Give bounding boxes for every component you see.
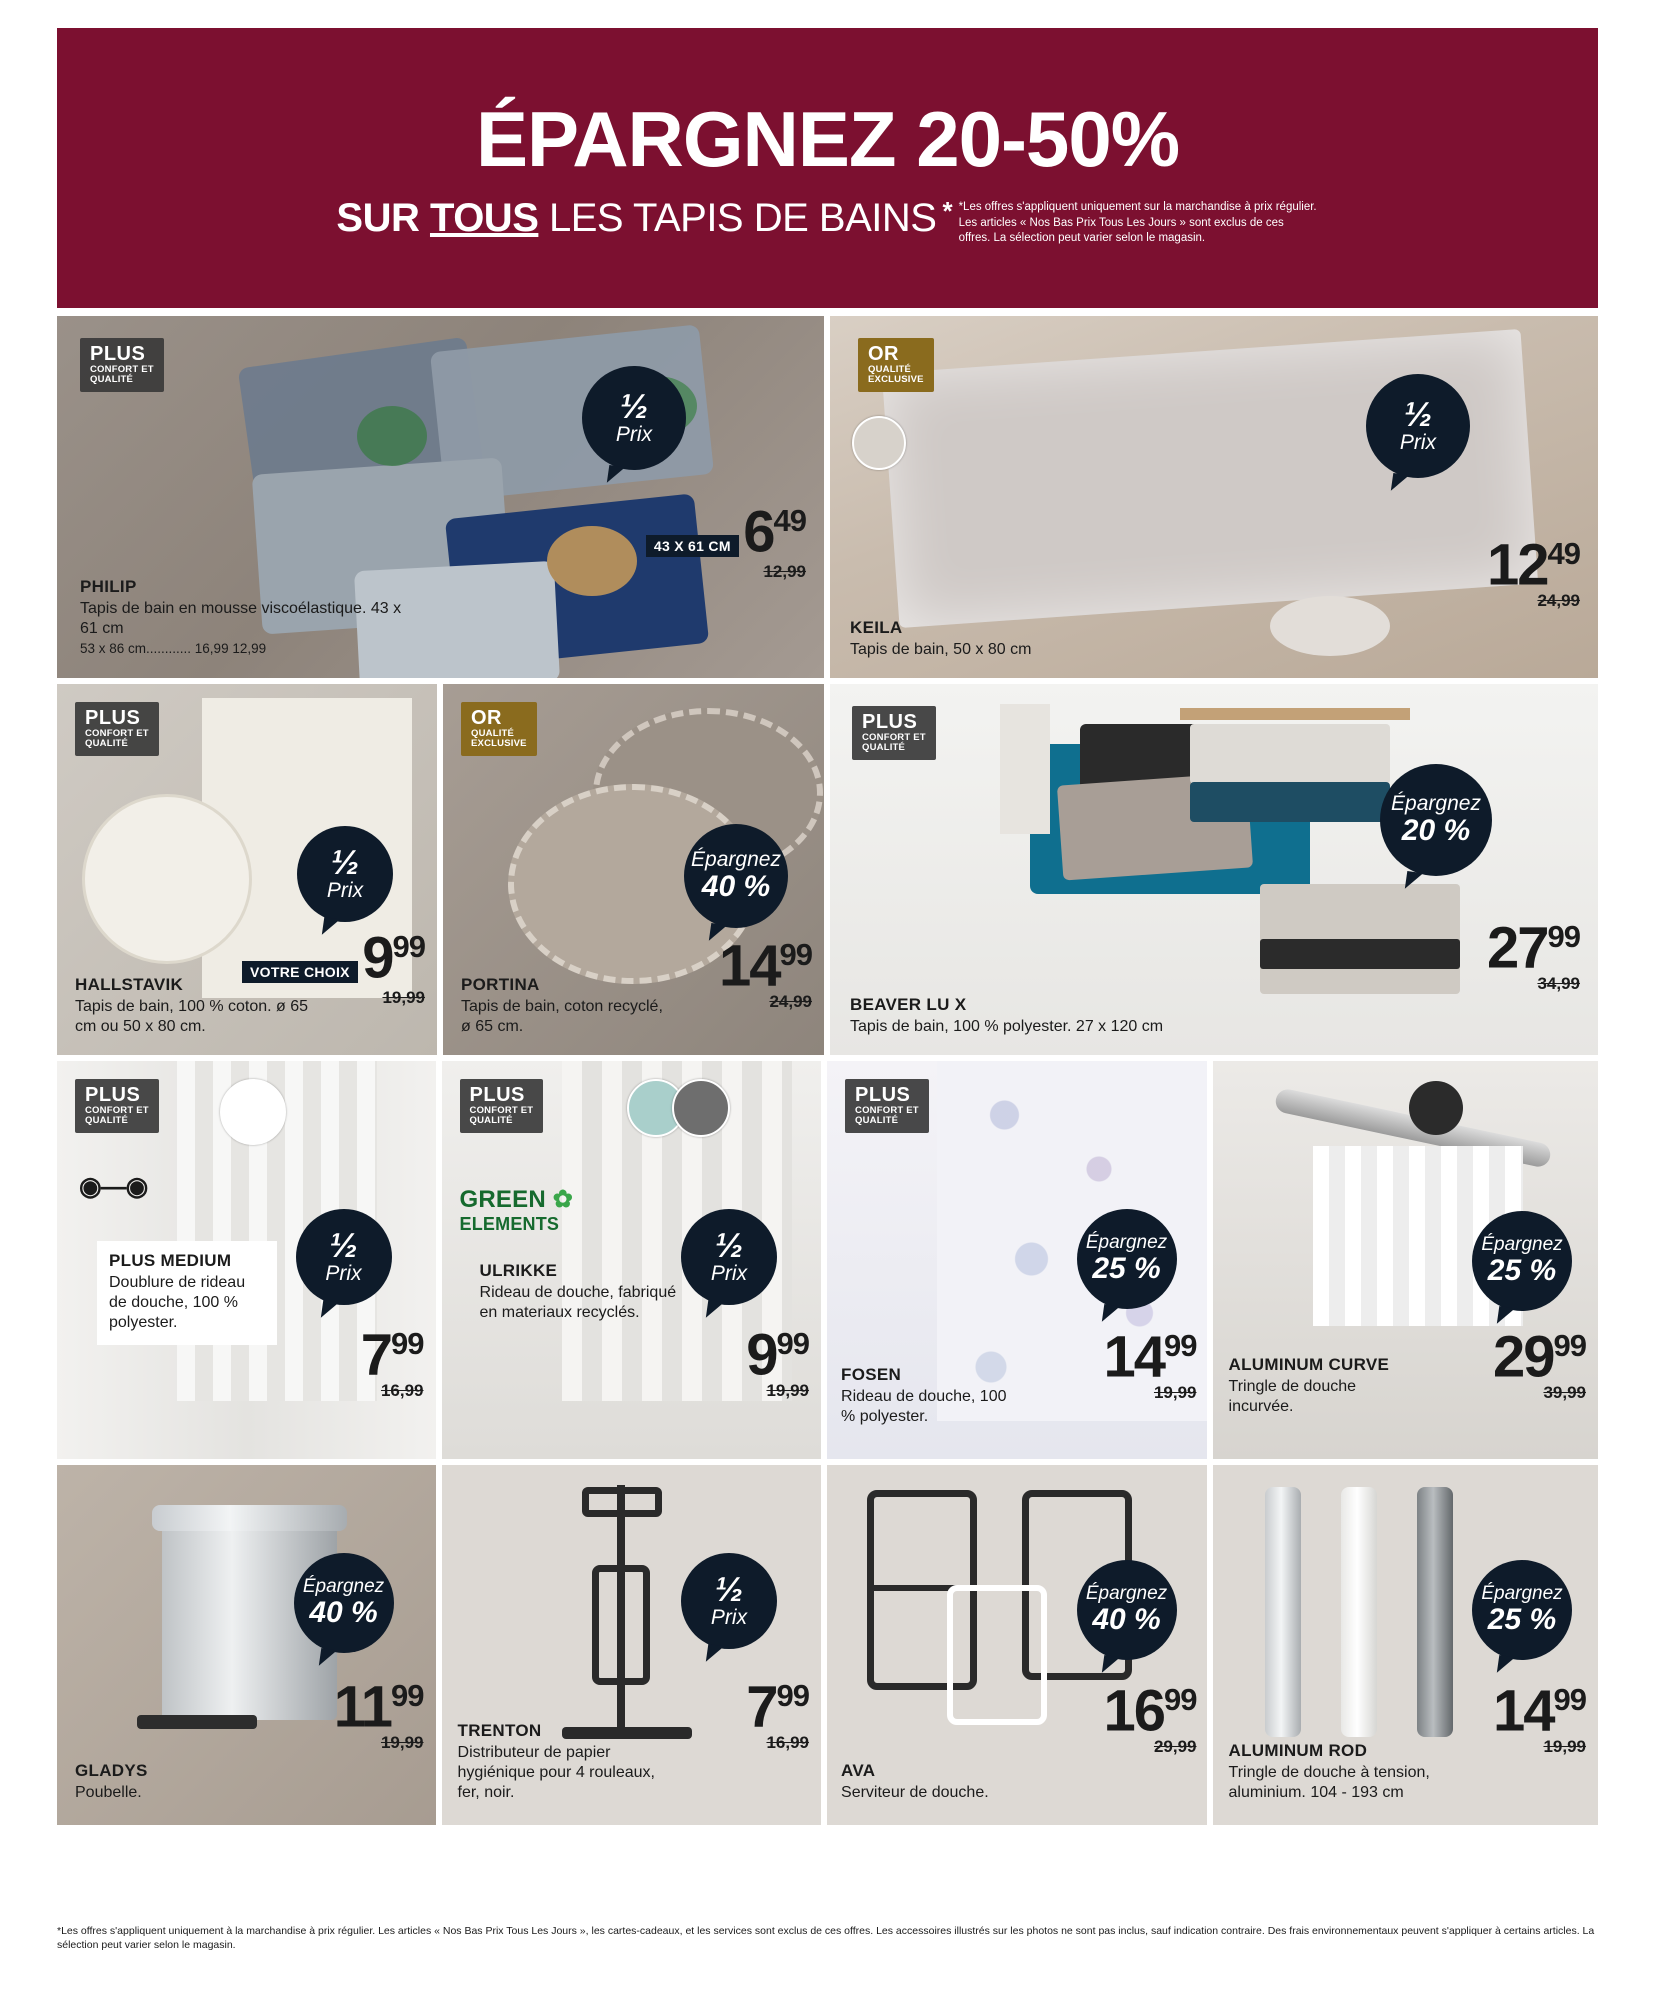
price-value xyxy=(360,1322,424,1388)
old-price: 12,99 xyxy=(763,562,806,582)
photo-shape xyxy=(1341,1487,1377,1737)
photo-shape xyxy=(582,1487,662,1517)
product-tile-ulrikke[interactable] xyxy=(442,1061,822,1459)
product-desc: Tringle de douche incurvée. xyxy=(1228,1378,1357,1415)
product-name: PLUS MEDIUM xyxy=(109,1251,232,1270)
offer-bubble-aluminum-rod xyxy=(1472,1560,1572,1660)
badge-plus-sub1: CONFORT ET xyxy=(469,1105,534,1116)
photo-shape xyxy=(882,329,1538,628)
price-block-philip xyxy=(646,499,806,582)
offer-line2: Prix xyxy=(325,1261,362,1285)
offer-line1: Épargnez xyxy=(302,1576,385,1598)
offer-bubble-plus-medium xyxy=(296,1209,392,1305)
banner-legal-text: *Les offres s'appliquent uniquement sur la marchandise à prix régulier. Les articles « Nos Bas Prix Tous Les Jours » sont exclus de ces offres. La sélection peut varier selon le magasin. xyxy=(958,201,1317,245)
badge-plus-title: PLUS xyxy=(90,343,146,365)
photo-shape xyxy=(1270,596,1390,656)
product-text-portina xyxy=(461,975,671,1037)
badge-plus-sub1: CONFORT ET xyxy=(862,732,926,743)
badge-plus-sub2: QUALITÉ xyxy=(855,1114,899,1126)
product-tile-hallstavik[interactable] xyxy=(57,684,437,1055)
product-text-beaver xyxy=(850,995,1180,1037)
product-desc: Distributeur de papier hygiénique pour 4 rouleaux, fer, noir. xyxy=(457,1744,655,1801)
badge-or-title: OR xyxy=(868,343,899,365)
grid-row-3 xyxy=(57,1061,1598,1459)
price-cents: 49 xyxy=(773,503,806,538)
product-desc: Tapis de bain, 100 % polyester. 27 x 120 cm xyxy=(850,1018,1164,1035)
product-desc: Tapis de bain, 100 % coton. ø 65 cm ou 50 x 80 cm. xyxy=(75,998,309,1035)
green-elements-logo xyxy=(460,1185,574,1235)
price-value xyxy=(719,933,812,999)
badge-or-sub1: QUALITÉ xyxy=(868,364,912,375)
color-swatch-gray[interactable] xyxy=(672,1079,730,1137)
old-price: 24,99 xyxy=(769,992,812,1012)
price-value xyxy=(362,925,425,991)
price-block-plus-medium xyxy=(360,1322,424,1401)
badge-or xyxy=(858,338,934,392)
product-tile-trenton[interactable] xyxy=(442,1465,822,1825)
offer-bubble-philip xyxy=(582,366,686,470)
badge-plus xyxy=(75,1079,159,1133)
price-cents: 99 xyxy=(1547,919,1580,954)
price-block-fosen xyxy=(1103,1324,1197,1403)
badge-or-sub2: EXCLUSIVE xyxy=(471,737,527,749)
photo-shape xyxy=(357,406,427,466)
price-block-portina xyxy=(719,933,812,1012)
price-cents: 99 xyxy=(779,937,812,972)
product-tile-aluminum-curve[interactable] xyxy=(1213,1061,1598,1459)
product-desc: Tapis de bain, 50 x 80 cm xyxy=(850,641,1032,658)
price-block-gladys xyxy=(333,1674,424,1753)
product-text-aluminum-curve xyxy=(1229,1355,1419,1417)
price-main: 14 xyxy=(719,933,780,999)
offer-bubble-fosen xyxy=(1077,1209,1177,1309)
product-desc: Serviteur de douche. xyxy=(841,1784,989,1801)
price-value xyxy=(746,1674,810,1740)
offer-line2: Prix xyxy=(710,1261,748,1285)
leaf-icon: ✿ xyxy=(552,1186,574,1213)
product-desc: Rideau de douche, 100 % polyester. xyxy=(841,1388,1007,1425)
offer-line1: ½ xyxy=(714,1227,744,1266)
offer-line2: 25 % xyxy=(1092,1252,1161,1286)
product-text-ulrikke xyxy=(480,1261,680,1323)
old-price: 19,99 xyxy=(766,1381,810,1401)
price-main: 7 xyxy=(746,1674,777,1740)
product-tile-plus-medium[interactable] xyxy=(57,1061,436,1459)
offer-line1: ½ xyxy=(330,844,360,883)
product-tile-beaver[interactable] xyxy=(830,684,1598,1055)
product-desc: Tringle de douche à tension, aluminium. 104 - 193 cm xyxy=(1228,1764,1430,1801)
badge-plus-sub2: QUALITÉ xyxy=(85,737,129,749)
product-name: TRENTON xyxy=(457,1721,542,1740)
product-name: GLADYS xyxy=(75,1761,148,1780)
price-main: 6 xyxy=(743,499,774,565)
badge-plus-sub2: QUALITÉ xyxy=(469,1114,513,1126)
badge-plus-sub1: CONFORT ET xyxy=(85,728,149,739)
photo-shape xyxy=(1190,724,1390,784)
photo-shape xyxy=(1000,704,1050,834)
offer-line2: 40 % xyxy=(309,1596,378,1630)
price-block-beaver xyxy=(1487,915,1580,994)
badge-or-sub1: QUALITÉ xyxy=(471,728,515,739)
product-text-fosen xyxy=(841,1365,1021,1427)
product-text-aluminum-rod xyxy=(1229,1741,1444,1803)
badge-plus-sub1: CONFORT ET xyxy=(85,1105,149,1116)
price-block-aluminum-rod xyxy=(1493,1678,1586,1757)
price-block-aluminum-curve xyxy=(1493,1324,1586,1403)
badge-plus-title: PLUS xyxy=(85,707,141,729)
badge-plus-title: PLUS xyxy=(862,711,918,733)
photo-shape xyxy=(82,794,252,964)
price-value xyxy=(333,1674,424,1740)
badge-plus xyxy=(460,1079,544,1133)
footer-legal: *Les offres s'appliquent uniquement à la marchandise à prix régulier. Les articles « Nos Bas Prix Tous Les Jours », les cartes-cadeaux, et les services sont exclus de ces offres. Les accessoires illustrés sur les photos ne sont pas inclus, sauf indication contraire. Des frais environnementaux peuvent s'appliquer à certains articles. La sélection peut varier selon le magasin. xyxy=(57,1925,1595,1951)
old-price: 16,99 xyxy=(380,1381,424,1401)
offer-line1: Épargnez xyxy=(1481,1583,1563,1605)
price-value xyxy=(743,499,806,565)
offer-bubble-aluminum-curve xyxy=(1472,1211,1572,1311)
badge-or-title: OR xyxy=(471,707,502,729)
product-desc: Tapis de bain en mousse viscoélastique. 43 x 61 cm xyxy=(80,600,402,637)
product-name: AVA xyxy=(841,1761,876,1780)
green-elements-line1 xyxy=(460,1185,574,1214)
price-value xyxy=(1493,1678,1586,1744)
price-value xyxy=(1103,1324,1197,1390)
photo-shape xyxy=(947,1585,1047,1725)
product-name: FOSEN xyxy=(841,1365,902,1384)
badge-plus-title: PLUS xyxy=(469,1084,525,1106)
banner-sub-bold: SUR xyxy=(336,196,420,240)
badge-or xyxy=(461,702,537,756)
offer-line1: ½ xyxy=(329,1227,358,1266)
old-price: 24,99 xyxy=(1537,591,1580,611)
badge-plus-title: PLUS xyxy=(855,1084,911,1106)
price-main: 9 xyxy=(746,1322,777,1388)
price-cents: 99 xyxy=(391,1326,424,1361)
photo-shape xyxy=(1265,1487,1301,1737)
price-value xyxy=(746,1322,810,1388)
product-tile-gladys[interactable] xyxy=(57,1465,436,1825)
product-tile-fosen[interactable] xyxy=(827,1061,1207,1459)
product-text-plus-medium xyxy=(97,1241,277,1345)
offer-line1: ½ xyxy=(1403,396,1433,435)
offer-line1: Épargnez xyxy=(691,848,781,872)
grid-row-1 xyxy=(57,316,1598,678)
photo-shape xyxy=(1409,1081,1463,1135)
product-name: ALUMINUM CURVE xyxy=(1228,1355,1390,1374)
product-text-gladys xyxy=(75,1761,275,1803)
offer-line1: Épargnez xyxy=(1085,1583,1168,1605)
price-cents: 99 xyxy=(392,929,425,964)
banner-sub-underline: TOUS xyxy=(429,196,539,240)
promo-banner xyxy=(57,28,1598,308)
photo-shape xyxy=(592,1565,650,1685)
photo-shape xyxy=(1260,939,1460,969)
product-text-ava xyxy=(841,1761,1041,1803)
old-price: 16,99 xyxy=(766,1733,810,1753)
photo-shape xyxy=(547,526,637,596)
price-cents: 99 xyxy=(391,1678,424,1713)
price-cents: 99 xyxy=(776,1678,810,1713)
banner-subtitle xyxy=(336,196,936,241)
price-main: 14 xyxy=(1493,1678,1554,1744)
offer-bubble-hallstavik xyxy=(297,826,393,922)
offer-bubble-trenton xyxy=(681,1553,777,1649)
badge-or-sub2: EXCLUSIVE xyxy=(868,373,924,385)
offer-line1: ½ xyxy=(714,1571,744,1610)
product-name: PHILIP xyxy=(80,577,137,596)
price-block-trenton xyxy=(746,1674,810,1753)
offer-line2: 20 % xyxy=(1401,814,1471,848)
badge-plus xyxy=(852,706,936,760)
offer-line2: 25 % xyxy=(1487,1603,1557,1637)
photo-shape xyxy=(1180,708,1410,720)
product-desc: Doublure de rideau de douche, 100 % polyester. xyxy=(109,1274,246,1331)
grid-row-2 xyxy=(57,684,1598,1055)
offer-line2: Prix xyxy=(326,878,364,902)
offer-bubble-keila xyxy=(1366,374,1470,478)
offer-line1: Épargnez xyxy=(1391,792,1481,816)
dab-brand-logo: ◉—◉ xyxy=(79,1171,148,1201)
product-desc: Tapis de bain, coton recyclé, ø 65 cm. xyxy=(461,998,663,1035)
product-tile-keila[interactable] xyxy=(830,316,1598,678)
badge-plus-sub2: QUALITÉ xyxy=(862,741,906,753)
price-main: 14 xyxy=(1103,1324,1165,1390)
offer-bubble-ava xyxy=(1077,1560,1177,1660)
product-name: HALLSTAVIK xyxy=(75,975,184,994)
price-value xyxy=(1487,915,1580,981)
product-name: KEILA xyxy=(850,618,903,637)
badge-plus-sub2: QUALITÉ xyxy=(85,1114,129,1126)
old-price: 19,99 xyxy=(1153,1383,1197,1403)
price-main: 27 xyxy=(1487,915,1548,981)
price-main: 29 xyxy=(1493,1324,1554,1390)
badge-plus-sub1: CONFORT ET xyxy=(90,364,154,375)
price-cents: 99 xyxy=(1164,1682,1197,1717)
product-desc: Rideau de douche, fabriqué en materiaux recyclés. xyxy=(479,1284,677,1321)
product-name: BEAVER LU X xyxy=(850,995,967,1014)
price-tagline: VOTRE CHOIX xyxy=(242,961,358,983)
offer-line1: Épargnez xyxy=(1085,1232,1168,1254)
badge-plus-title: PLUS xyxy=(85,1084,141,1106)
product-grid xyxy=(57,316,1598,1831)
product-secondary-text: 53 x 86 cm............ 16,99 12,99 xyxy=(80,641,267,656)
price-cents: 99 xyxy=(776,1326,810,1361)
price-block-keila xyxy=(1487,532,1580,611)
photo-shape xyxy=(152,1505,347,1531)
product-text-keila xyxy=(850,618,1150,660)
color-swatch[interactable] xyxy=(852,416,906,470)
price-value xyxy=(1487,532,1580,598)
price-main: 9 xyxy=(362,925,393,991)
badge-plus xyxy=(845,1079,929,1133)
old-price: 39,99 xyxy=(1543,1383,1586,1403)
product-desc: Poubelle. xyxy=(75,1784,142,1801)
product-name: ULRIKKE xyxy=(479,1261,558,1280)
offer-bubble-beaver xyxy=(1380,764,1492,876)
old-price: 19,99 xyxy=(380,1733,424,1753)
banner-asterisk: * xyxy=(942,196,953,226)
offer-line1: Épargnez xyxy=(1481,1234,1563,1256)
price-cents: 99 xyxy=(1164,1328,1197,1363)
old-price: 19,99 xyxy=(382,988,425,1008)
offer-bubble-ulrikke xyxy=(681,1209,777,1305)
product-secondary-line xyxy=(80,641,410,656)
offer-line2: 25 % xyxy=(1487,1254,1557,1288)
price-cents: 99 xyxy=(1553,1328,1586,1363)
photo-shape xyxy=(137,1715,257,1729)
price-block-ulrikke xyxy=(746,1322,810,1401)
product-text-philip xyxy=(80,577,410,656)
product-tile-aluminum-rod[interactable] xyxy=(1213,1465,1598,1825)
product-text-hallstavik xyxy=(75,975,325,1037)
badge-plus xyxy=(75,702,159,756)
offer-line2: Prix xyxy=(710,1605,748,1629)
grid-row-4 xyxy=(57,1465,1598,1825)
offer-line2: Prix xyxy=(615,422,653,446)
banner-sub-light: LES TAPIS DE BAINS xyxy=(549,196,937,240)
old-price: 19,99 xyxy=(1543,1737,1586,1757)
price-cents: 49 xyxy=(1547,536,1580,571)
photo-shape xyxy=(1417,1487,1453,1737)
photo-shape xyxy=(1190,782,1390,822)
price-value xyxy=(1103,1678,1197,1744)
banner-title: ÉPARGNEZ 20-50% xyxy=(475,95,1180,183)
price-main: 16 xyxy=(1103,1678,1165,1744)
product-name: PORTINA xyxy=(461,975,540,994)
green-elements-text1: GREEN xyxy=(459,1186,546,1213)
price-main: 7 xyxy=(360,1322,392,1388)
offer-line2: 40 % xyxy=(1092,1603,1161,1637)
old-price: 29,99 xyxy=(1153,1737,1197,1757)
product-text-trenton xyxy=(458,1721,678,1803)
color-swatch-white[interactable] xyxy=(220,1079,286,1145)
price-main: 11 xyxy=(333,1674,392,1740)
badge-plus xyxy=(80,338,164,392)
product-tile-ava[interactable] xyxy=(827,1465,1207,1825)
product-name: ALUMINUM ROD xyxy=(1228,1741,1368,1760)
offer-line2: Prix xyxy=(1399,430,1437,454)
price-block-ava xyxy=(1103,1678,1197,1757)
badge-plus-sub1: CONFORT ET xyxy=(855,1105,919,1116)
offer-bubble-portina xyxy=(684,824,788,928)
product-tile-portina[interactable] xyxy=(443,684,824,1055)
offer-line2: 40 % xyxy=(701,870,771,904)
price-tagline: 43 X 61 CM xyxy=(646,535,739,557)
price-main: 12 xyxy=(1487,532,1548,598)
offer-line1: ½ xyxy=(619,388,649,427)
price-value xyxy=(1493,1324,1586,1390)
product-tile-philip[interactable] xyxy=(57,316,824,678)
price-cents: 99 xyxy=(1553,1682,1586,1717)
offer-bubble-gladys xyxy=(294,1553,394,1653)
green-elements-text2: ELEMENTS xyxy=(459,1214,560,1234)
badge-plus-sub2: QUALITÉ xyxy=(90,373,134,385)
old-price: 34,99 xyxy=(1537,974,1580,994)
